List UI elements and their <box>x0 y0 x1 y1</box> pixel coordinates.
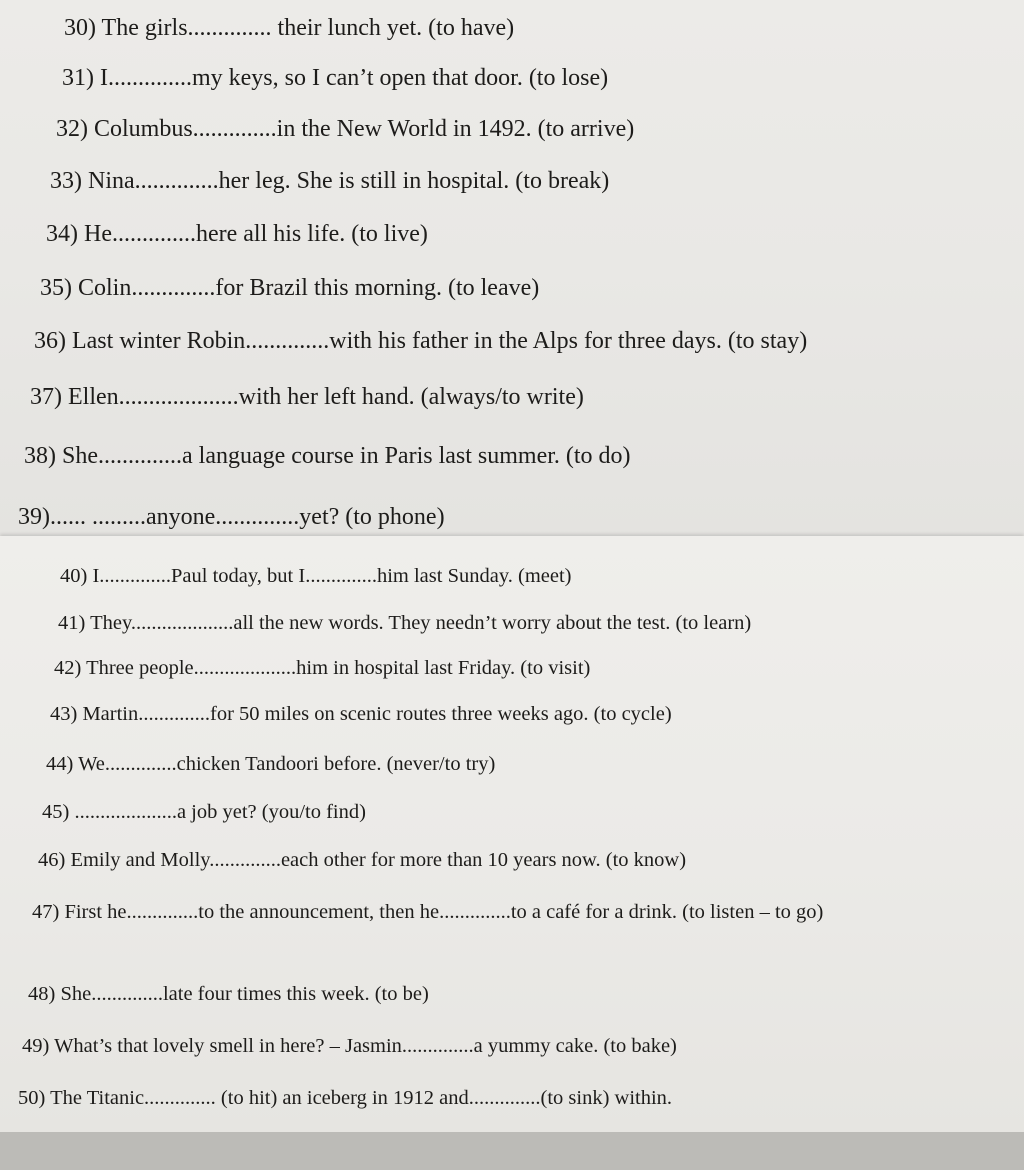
exercise-30: 30) The girls.............. their lunch yet. (to have) <box>64 15 515 41</box>
exercise-46: 46) Emily and Molly..............each other for more than 10 years now. (to know) <box>38 849 687 871</box>
exercise-47: 47) First he..............to the announcement, then he..............to a café for a drink. (to listen – to go) <box>32 901 824 923</box>
exercise-50: 50) The Titanic.............. (to hit) an iceberg in 1912 and..............(to sink) within. <box>18 1087 673 1109</box>
exercise-41: 41) They....................all the new words. They needn’t worry about the test. (to learn) <box>58 612 752 634</box>
exercise-42: 42) Three people....................him in hospital last Friday. (to visit) <box>54 657 591 679</box>
background-surface <box>0 1132 1024 1170</box>
exercise-31: 31) I..............my keys, so I can’t open that door. (to lose) <box>62 65 609 91</box>
exercise-43: 43) Martin..............for 50 miles on scenic routes three weeks ago. (to cycle) <box>50 703 672 725</box>
exercise-44: 44) We..............chicken Tandoori before. (never/to try) <box>46 753 496 775</box>
exercise-49: 49) What’s that lovely smell in here? – Jasmin..............a yummy cake. (to bake) <box>22 1035 677 1057</box>
exercise-32: 32) Columbus..............in the New World in 1492. (to arrive) <box>56 116 635 142</box>
exercise-38: 38) She..............a language course in Paris last summer. (to do) <box>24 443 631 469</box>
exercise-33: 33) Nina..............her leg. She is still in hospital. (to break) <box>50 168 610 194</box>
exercise-36: 36) Last winter Robin..............with his father in the Alps for three days. (to stay) <box>34 328 808 354</box>
exercise-34: 34) He..............here all his life. (to live) <box>46 221 428 247</box>
exercise-40: 40) I..............Paul today, but I..............him last Sunday. (meet) <box>60 565 572 587</box>
exercise-48: 48) She..............late four times this week. (to be) <box>28 983 429 1005</box>
exercise-39: 39)...... .........anyone..............yet? (to phone) <box>18 504 445 530</box>
exercise-37: 37) Ellen....................with her left hand. (always/to write) <box>30 384 584 410</box>
worksheet-page-lower <box>0 536 1024 1132</box>
worksheet-page-upper <box>0 0 1024 536</box>
exercise-45: 45) ....................a job yet? (you/to find) <box>42 801 366 823</box>
exercise-35: 35) Colin..............for Brazil this morning. (to leave) <box>40 275 540 301</box>
